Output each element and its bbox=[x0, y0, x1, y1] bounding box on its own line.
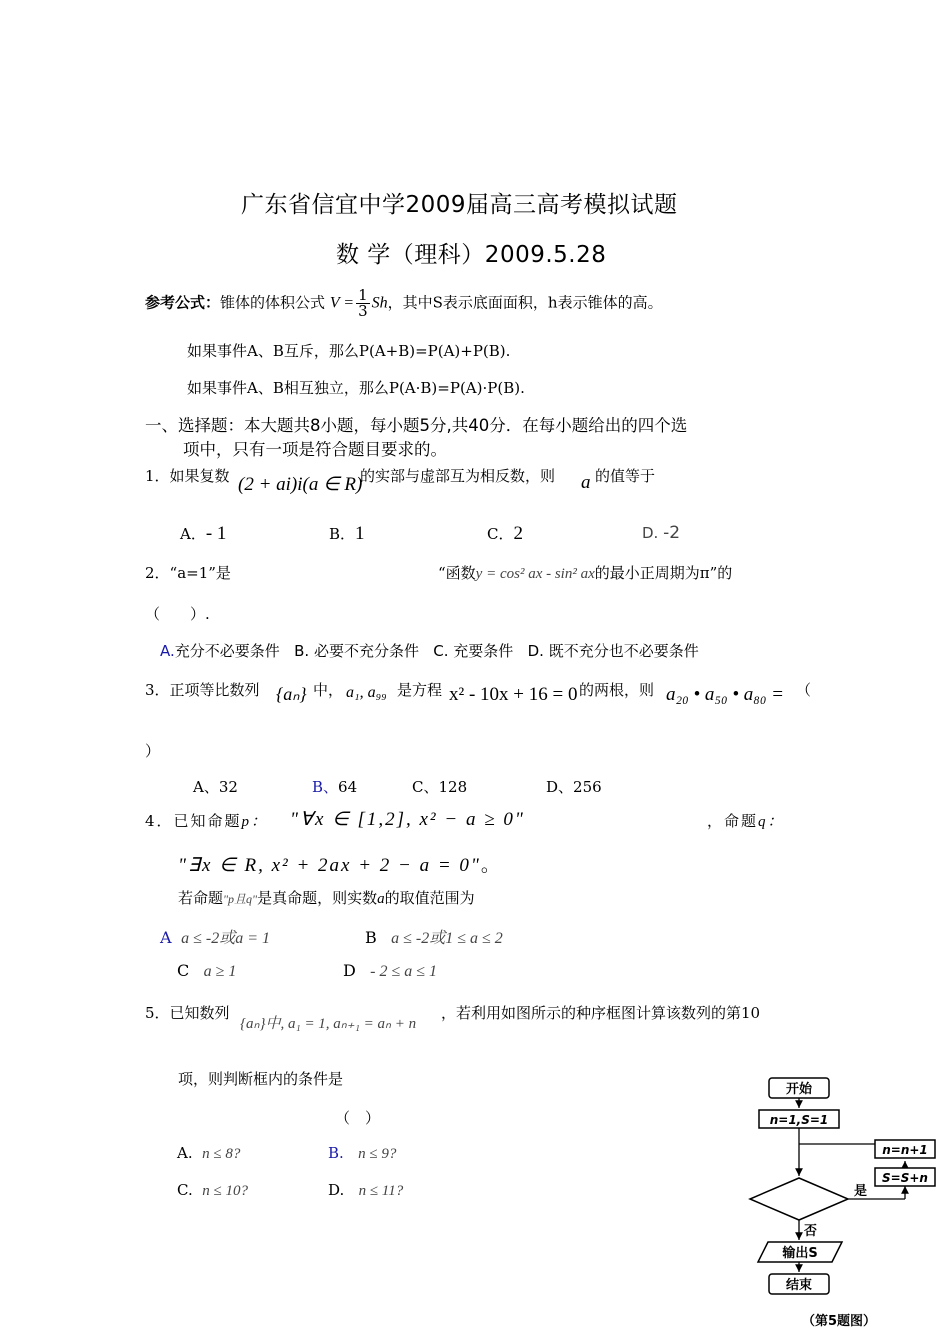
option-label: D. bbox=[328, 1181, 345, 1199]
option-label: B． bbox=[329, 525, 356, 543]
q5-sequence-expr: {aₙ}中, a₁ = 1, aₙ₊₁ = aₙ + n bbox=[240, 1016, 417, 1032]
option-value: a ≤ -2或a = 1 bbox=[181, 930, 271, 947]
q4-q-label: q： bbox=[758, 814, 785, 830]
option-label: A、 bbox=[193, 778, 219, 796]
option-value: 1 bbox=[355, 523, 365, 544]
q5-stem-pre: 5．已知数列 bbox=[145, 1004, 230, 1022]
q1-variable: a bbox=[581, 472, 591, 493]
flow-acc-label: S=S+n bbox=[882, 1171, 928, 1185]
option-value: n ≤ 10? bbox=[202, 1183, 248, 1199]
q4-stem-pre bbox=[145, 810, 268, 831]
q2-option-b-value: 必要不充分条件 bbox=[313, 642, 419, 660]
q1-stem-mid: 的实部与虚部互为相反数，则 bbox=[360, 467, 556, 485]
fraction-denominator: 3 bbox=[358, 302, 368, 320]
section-heading-line-1: 一、选择题：本大题共8小题，每小题5分,共40分．在每小题给出的四个选 bbox=[145, 416, 688, 435]
q4-cond-post: 是真命题，则实数 bbox=[257, 889, 378, 907]
q3-paren-close: ） bbox=[145, 742, 161, 760]
option-label: A． bbox=[180, 525, 206, 543]
q4-mid bbox=[707, 810, 785, 831]
option-label: C bbox=[177, 961, 190, 980]
flow-end-label: 结束 bbox=[785, 1278, 813, 1293]
q4-p-label: p： bbox=[241, 814, 269, 830]
option-value: -2 bbox=[663, 523, 681, 543]
option-value: n ≤ 9? bbox=[358, 1146, 397, 1162]
page-title: 广东省信宜中学2009届高三高考模拟试题 bbox=[241, 192, 678, 218]
option-value: 256 bbox=[573, 778, 602, 796]
q4-option-c bbox=[177, 961, 236, 981]
option-value: n ≤ 11? bbox=[358, 1183, 404, 1199]
q1-option-d bbox=[642, 523, 680, 543]
volume-symbol: V = bbox=[329, 294, 355, 312]
flow-decision-diamond bbox=[750, 1178, 848, 1220]
option-value: n ≤ 8? bbox=[202, 1146, 241, 1162]
fraction-numerator: 1 bbox=[358, 286, 368, 304]
q5-option-c bbox=[177, 1181, 248, 1200]
option-value: 32 bbox=[218, 778, 238, 796]
option-label: D bbox=[343, 961, 356, 980]
q3-option-c bbox=[412, 776, 467, 797]
option-label: C． bbox=[487, 525, 514, 543]
q4-q-expression bbox=[178, 850, 502, 877]
q2-option-c-value: 充要条件 bbox=[453, 642, 514, 660]
formula-line-2: 如果事件A、B互斥，那么P(A+B)=P(A)+P(B). bbox=[187, 342, 511, 360]
q4-end: 。 bbox=[480, 855, 502, 876]
option-value: - 1 bbox=[205, 523, 227, 544]
q1-option-a bbox=[180, 523, 226, 545]
q3-option-a bbox=[193, 776, 238, 797]
q3-roots: a₁, a₉₉ bbox=[346, 684, 387, 701]
q3-mid-3: 的两根，则 bbox=[579, 681, 655, 699]
formula-sh: Sh bbox=[371, 294, 388, 312]
option-label: C、 bbox=[412, 778, 439, 796]
option-label: D、 bbox=[546, 778, 574, 796]
q5-option-a bbox=[177, 1144, 240, 1163]
flowchart-diagram bbox=[740, 1072, 940, 1344]
formula-text: 锥体的体积公式 bbox=[220, 293, 326, 312]
q2-option-d-label: D. bbox=[527, 642, 544, 660]
q2-paren: （ ）. bbox=[145, 605, 210, 623]
flow-yes-label: 是 bbox=[854, 1184, 868, 1199]
q4-cond-end: 的取值范围为 bbox=[384, 889, 475, 907]
q2-func-post: 的最小正周期为π”的 bbox=[594, 564, 733, 582]
q2-func-pre: “函数 bbox=[438, 564, 476, 582]
q5-stem-post: ，若利用如图所示的种序框图计算该数列的第10 bbox=[441, 1004, 761, 1022]
flow-inc-label: n=n+1 bbox=[882, 1143, 928, 1157]
q2-func-expr: y = cos² ax - sin² ax bbox=[475, 566, 595, 582]
q4-option-a bbox=[160, 925, 270, 948]
q4-p-expression: "∀x ∈ [1,2], x² − a ≥ 0" bbox=[290, 809, 525, 830]
q4-cond-pre: 若命题 bbox=[178, 889, 224, 907]
q4-condition bbox=[178, 887, 475, 908]
q2-stem-pre: 2．“a=1”是 bbox=[145, 564, 231, 582]
q3-option-b bbox=[312, 776, 357, 797]
formula-line-3: 如果事件A、B相互独立，那么P(A·B)=P(A)·P(B). bbox=[187, 379, 525, 397]
option-label: C. bbox=[177, 1181, 193, 1199]
q2-option-c-label: C. bbox=[433, 642, 449, 660]
q2-option-b-label: B. bbox=[294, 642, 310, 660]
q1-option-c bbox=[487, 523, 523, 545]
q5-stem-line-2: 项，则判断框内的条件是 bbox=[178, 1070, 344, 1088]
flow-no-label: 否 bbox=[804, 1224, 818, 1239]
option-value: 64 bbox=[338, 778, 358, 796]
formula-explanation: ，其中S表示底面面积，h表示锥体的高。 bbox=[387, 293, 663, 312]
q1-expression: (2 + ai)i(a ∈ R) bbox=[238, 474, 363, 495]
formula-line-1 bbox=[145, 288, 663, 319]
option-value: - 2 ≤ a ≤ 1 bbox=[370, 963, 438, 980]
q3-mid-1: 中， bbox=[313, 681, 344, 699]
formula-label: 参考公式： bbox=[145, 293, 221, 312]
q4-pre-text: 4．已知命题 bbox=[145, 812, 242, 830]
q5-paren: （ ） bbox=[335, 1109, 381, 1127]
q3-product: a₂₀ • a₅₀ • a₈₀ = bbox=[666, 684, 785, 705]
option-label: A bbox=[160, 928, 172, 947]
q3-paren-open: （ bbox=[796, 681, 812, 699]
option-label: D. bbox=[642, 524, 659, 542]
q4-option-d bbox=[343, 961, 437, 981]
flow-start-label: 开始 bbox=[785, 1082, 813, 1097]
q3-equation: x² - 10x + 16 = 0 bbox=[449, 684, 578, 705]
q5-option-d bbox=[328, 1181, 403, 1200]
q3-stem-pre: 3．正项等比数列 bbox=[145, 681, 260, 699]
q4-q-expr-text: "∃x ∈ R, x² + 2ax + 2 − a = 0" bbox=[178, 855, 481, 876]
option-value: 128 bbox=[438, 778, 468, 796]
q5-option-b bbox=[328, 1144, 396, 1163]
option-value: 2 bbox=[513, 523, 523, 544]
option-label: B、 bbox=[312, 778, 339, 796]
q2-function bbox=[438, 562, 732, 583]
q3-sequence: {aₙ} bbox=[276, 684, 307, 704]
q4-mid-text: ，命题 bbox=[707, 812, 759, 830]
section-heading-line-2: 项中，只有一项是符合题目要求的。 bbox=[183, 440, 447, 459]
q4-cond-var: a bbox=[377, 891, 385, 907]
flow-init-label: n=1,S=1 bbox=[769, 1113, 829, 1127]
q4-cond-expr: "p且q" bbox=[223, 892, 258, 906]
q2-option-d-value: 既不充分也不必要条件 bbox=[548, 642, 699, 660]
option-value: a ≥ 1 bbox=[203, 963, 237, 980]
q2-option-a-label: A. bbox=[160, 642, 175, 660]
flow-caption: （第5题图） bbox=[802, 1314, 877, 1329]
flow-output-label: 输出S bbox=[782, 1246, 818, 1261]
q1-option-b bbox=[329, 523, 365, 545]
option-label: A. bbox=[177, 1144, 193, 1162]
option-label: B. bbox=[328, 1144, 344, 1162]
q2-options bbox=[160, 640, 699, 661]
option-label: B bbox=[365, 928, 377, 947]
page-subtitle: 数 学（理科）2009.5.28 bbox=[336, 242, 607, 268]
q2-option-a-value: 充分不必要条件 bbox=[174, 642, 280, 660]
q1-stem-pre: 1．如果复数 bbox=[145, 467, 230, 485]
q4-option-b bbox=[365, 925, 503, 948]
q1-stem-post: 的值等于 bbox=[595, 467, 656, 485]
q3-option-d bbox=[546, 776, 602, 797]
q3-mid-2: 是方程 bbox=[397, 681, 443, 699]
option-value: a ≤ -2或1 ≤ a ≤ 2 bbox=[391, 930, 503, 947]
fraction-one-third bbox=[356, 288, 370, 319]
